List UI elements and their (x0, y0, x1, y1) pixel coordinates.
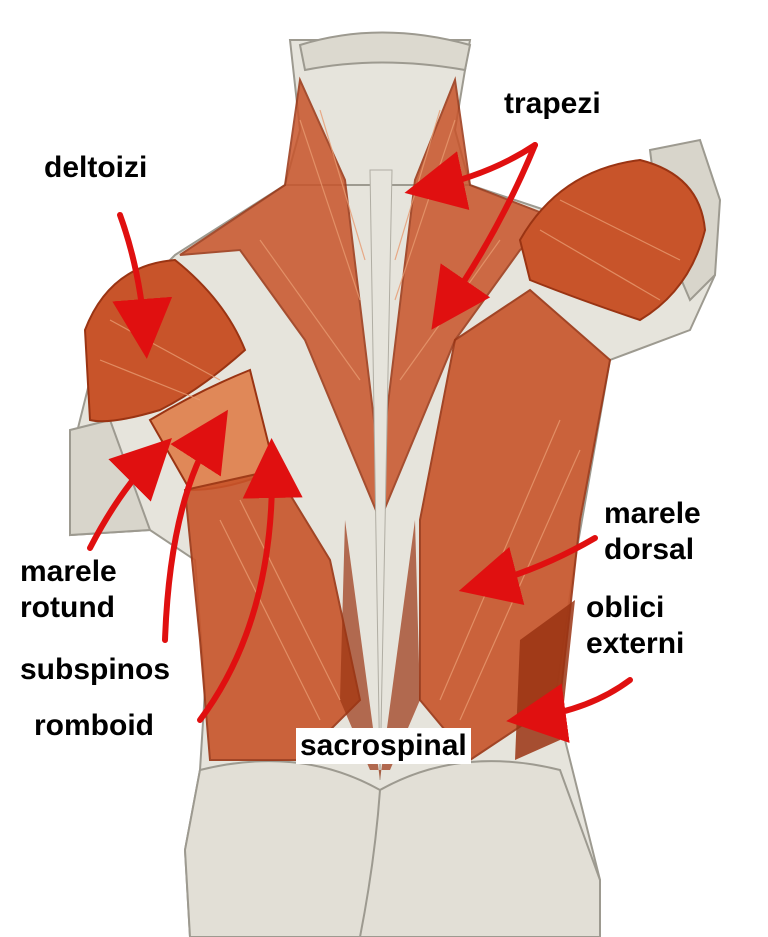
label-trapezi: trapezi (500, 86, 605, 122)
gluteal-region (185, 761, 600, 937)
label-sacrospinal: sacrospinal (296, 728, 471, 764)
label-subspinos: subspinos (16, 652, 174, 688)
label-marele-dorsal (600, 496, 705, 568)
label-marele-rotund (16, 554, 121, 626)
label-deltoizi: deltoizi (40, 150, 151, 186)
label-marele-dorsal-line2: dorsal (604, 533, 695, 566)
label-oblici-externi (582, 590, 688, 662)
label-marele-rotund-line1: marele (20, 555, 117, 588)
label-oblici-externi-line1: oblici (586, 591, 665, 624)
label-oblici-externi-line2: externi (586, 627, 685, 660)
label-marele-rotund-line2: rotund (20, 591, 115, 624)
label-marele-dorsal-line1: marele (604, 497, 701, 530)
label-romboid: romboid (30, 708, 158, 744)
